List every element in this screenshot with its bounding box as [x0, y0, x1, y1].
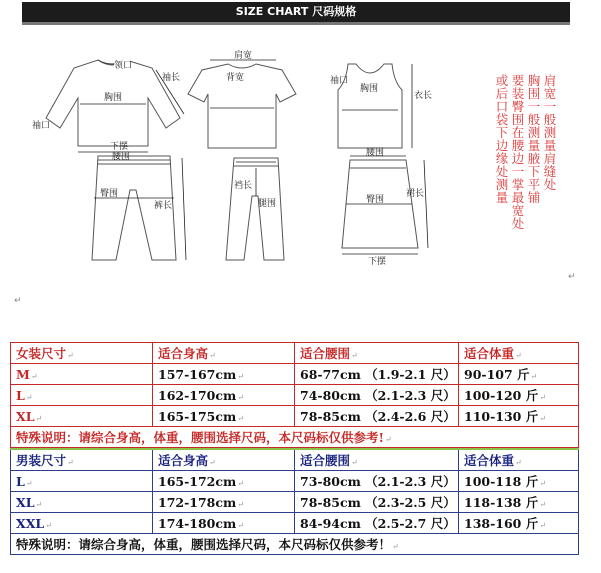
- label-xiongwei-tank: 胸围: [360, 84, 379, 94]
- label-beikuan: 背宽: [226, 73, 245, 83]
- table-row: [11, 492, 579, 513]
- weight-cell: 100-118 斤 ↵: [459, 471, 579, 492]
- return-mark: ↵: [14, 296, 22, 306]
- size-cell: L ↵: [11, 471, 153, 492]
- label-kuchang: 裤长: [154, 201, 173, 211]
- waist-cell: 73-80cm （2.1-2.3 尺） ↵: [295, 471, 459, 492]
- label-tunwei-pants: 臀围: [100, 189, 119, 199]
- weight-cell: 138-160 斤 ↵: [459, 513, 579, 534]
- table-row: [11, 364, 579, 385]
- garment-measurement-diagram: [30, 28, 450, 268]
- waist-cell: 78-85cm （2.4-2.6 尺） ↵: [295, 406, 459, 427]
- label-xiukou-shirt: 袖口: [32, 121, 51, 131]
- table-note-row: [11, 534, 579, 555]
- table-row: [11, 385, 579, 406]
- size-cell: M ↵: [11, 364, 153, 385]
- size-cell: XL ↵: [11, 406, 153, 427]
- header-cell: 适合体重 ↵: [459, 343, 579, 364]
- note-4: 或后口袋下边缘处测量: [494, 74, 509, 204]
- size-chart-banner: [22, 2, 570, 25]
- label-tunwei-skirt: 臀围: [366, 195, 385, 205]
- label-jiankuan: 肩宽: [234, 51, 253, 61]
- women-note: 特殊说明：请综合身高，体重，腰围选择尺码，本尺码标仅供参考! ↵: [11, 427, 579, 448]
- note-3: 要装臀围在腰边一掌最宽处: [510, 74, 525, 230]
- label-lingkou: 领口: [114, 61, 133, 71]
- measurement-notes: [464, 74, 556, 254]
- banner-title: SIZE CHART 尺码规格: [235, 5, 357, 18]
- header-cell: 适合体重 ↵: [459, 449, 579, 471]
- height-cell: 165-172cm ↵: [153, 471, 295, 492]
- return-mark: ↵: [568, 272, 576, 282]
- weight-cell: 100-120 斤 ↵: [459, 385, 579, 406]
- table-row: [11, 471, 579, 492]
- note-2: 胸围一般测量腋下平铺: [526, 74, 541, 204]
- label-xiukou-tank: 袖口: [330, 76, 349, 86]
- size-cell: L ↵: [11, 385, 153, 406]
- table-row: [11, 406, 579, 427]
- table-note-row: [11, 427, 579, 448]
- label-xiuchang: 袖长: [162, 73, 181, 83]
- women-size-table: [10, 342, 579, 448]
- long-sleeve-shirt-outline: [46, 60, 180, 146]
- waist-cell: 78-85cm （2.3-2.5 尺） ↵: [295, 492, 459, 513]
- header-cell: 适合身高 ↵: [153, 343, 295, 364]
- waist-cell: 68-77cm （1.9-2.1 尺） ↵: [295, 364, 459, 385]
- height-cell: 172-178cm ↵: [153, 492, 295, 513]
- header-cell: 男装尺寸 ↵: [11, 449, 153, 471]
- table-header-row: [11, 343, 579, 364]
- men-size-table: [10, 448, 579, 555]
- label-xiabai-skirt: 下摆: [368, 257, 387, 267]
- height-cell: 162-170cm ↵: [153, 385, 295, 406]
- table-header-row: [11, 449, 579, 471]
- weight-cell: 118-138 斤 ↵: [459, 492, 579, 513]
- waist-cell: 74-80cm （2.1-2.3 尺） ↵: [295, 385, 459, 406]
- header-cell: 适合腰围 ↵: [295, 343, 459, 364]
- weight-cell: 110-130 斤 ↵: [459, 406, 579, 427]
- label-tuiwei: 腿围: [258, 199, 277, 209]
- label-yaowei-skirt: 腰围: [366, 148, 385, 158]
- table-row: [11, 513, 579, 534]
- label-dangchang: 裆长: [234, 181, 253, 191]
- label-yichang: 衣长: [414, 91, 433, 101]
- label-yaowei-pants: 腰围: [112, 152, 131, 162]
- size-cell: XXL ↵: [11, 513, 153, 534]
- label-xiabai-shirt: 下摆: [110, 142, 129, 152]
- height-cell: 174-180cm ↵: [153, 513, 295, 534]
- note-1: 肩宽一般测量肩缝处: [542, 74, 557, 191]
- size-cell: XL ↵: [11, 492, 153, 513]
- header-cell: 适合身高 ↵: [153, 449, 295, 471]
- label-qunchang: 裙长: [406, 189, 425, 199]
- weight-cell: 90-107 斤 ↵: [459, 364, 579, 385]
- waist-cell: 84-94cm （2.5-2.7 尺） ↵: [295, 513, 459, 534]
- wide-pants-outline: [226, 158, 284, 260]
- height-cell: 165-175cm ↵: [153, 406, 295, 427]
- men-note: 特殊说明：请综合身高，体重，腰围选择尺码，本尺码标仅供参考！ ↵: [11, 534, 579, 555]
- label-xiongwei-shirt: 胸围: [104, 93, 123, 103]
- height-cell: 157-167cm ↵: [153, 364, 295, 385]
- header-cell: 女装尺寸 ↵: [11, 343, 153, 364]
- header-cell: 适合腰围 ↵: [295, 449, 459, 471]
